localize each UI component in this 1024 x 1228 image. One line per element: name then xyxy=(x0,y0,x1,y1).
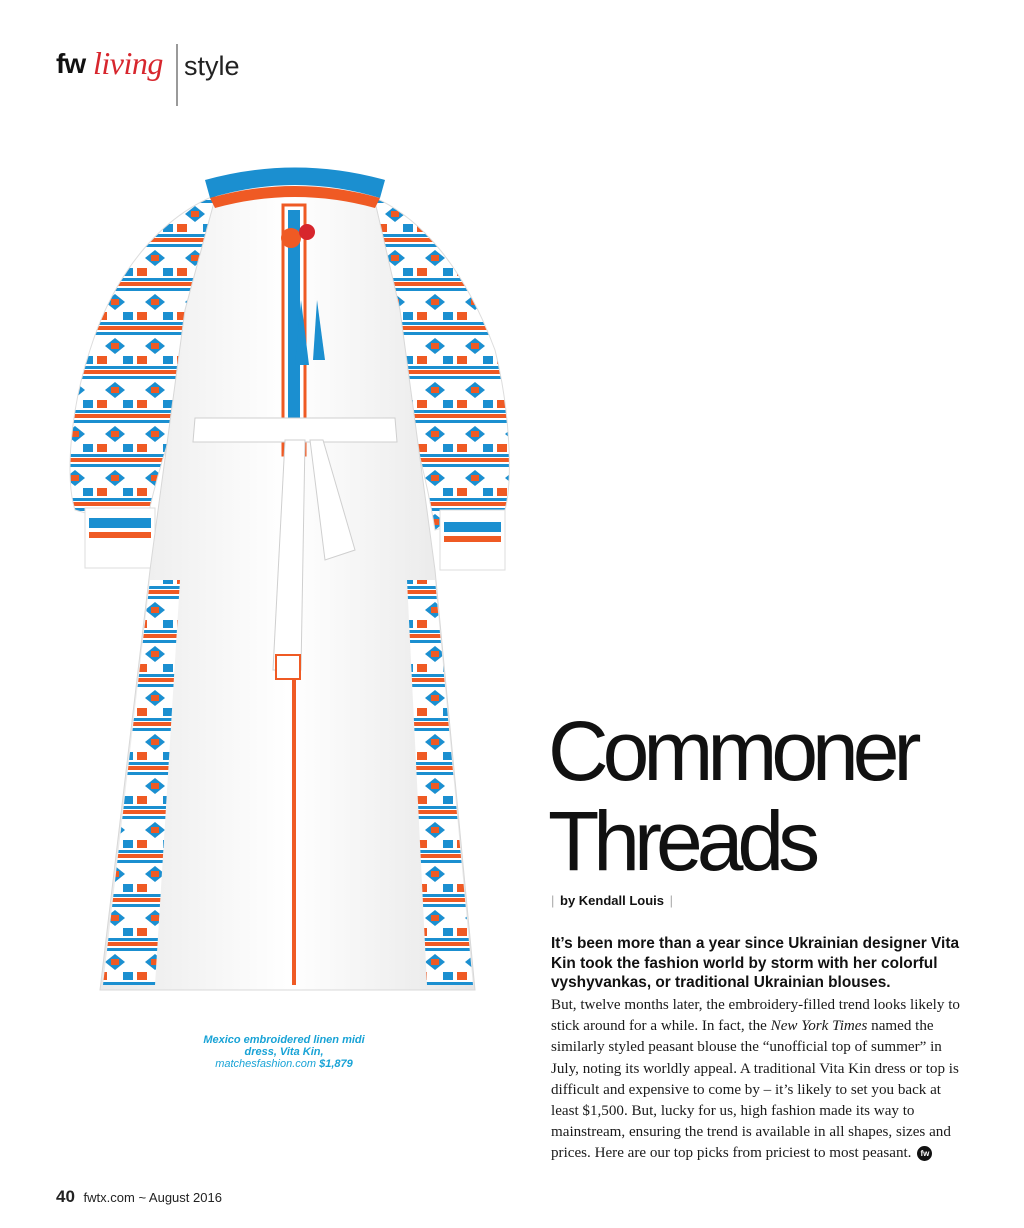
brand-fw: fw xyxy=(56,48,86,79)
caption-source: matchesfashion.com xyxy=(215,1058,317,1070)
caption-title: Mexico embroidered linen midi dress, Vita Kin, xyxy=(203,1034,365,1058)
byline-bar-right: | xyxy=(669,893,674,908)
section-label: style xyxy=(184,51,240,81)
article-title xyxy=(548,706,988,886)
byline xyxy=(551,893,673,908)
belt xyxy=(193,418,397,442)
caption-price: $1,879 xyxy=(319,1058,353,1070)
title-line-2: Threads xyxy=(548,794,815,888)
article-body xyxy=(551,995,961,1165)
fw-end-mark-icon: fw xyxy=(917,1146,932,1161)
title-line-1: Commoner xyxy=(548,704,916,798)
tassel xyxy=(281,228,301,248)
page-footer xyxy=(56,1187,222,1207)
article-lede: It’s been more than a year since Ukrainian designer Vita Kin took the fashion world by storm with her colorful vyshyvankas, or traditional Ukrainian blouses. xyxy=(551,935,960,991)
brand-living: living xyxy=(93,45,163,81)
body-part-1: But, twelve months later, the embroidery-filled trend looks likely to stick around for a while. In fact, the xyxy=(551,997,960,1035)
byline-bar-left: | xyxy=(551,893,555,908)
product-caption xyxy=(200,1034,368,1070)
byline-author: by Kendall Louis xyxy=(560,893,665,908)
body-publication: New York Times xyxy=(770,1018,868,1035)
body-part-2: named the similarly styled peasant blouse the “unofficial top of summer” in July, noting its worldly appeal. A traditional Vita Kin dress or top is difficult and expensive to come by – it’s likely to set you back at least $1,500. But, lucky for us, high fashion made its way to mainstream, ensuring the trend is available in all shapes, sizes and prices. Here are our top picks from priciest to most peasant. xyxy=(551,1018,959,1162)
header-divider xyxy=(176,44,178,106)
folio: fwtx.com ~ August 2016 xyxy=(83,1190,222,1205)
page-number: 40 xyxy=(56,1187,75,1206)
dress-photo xyxy=(55,150,535,1030)
